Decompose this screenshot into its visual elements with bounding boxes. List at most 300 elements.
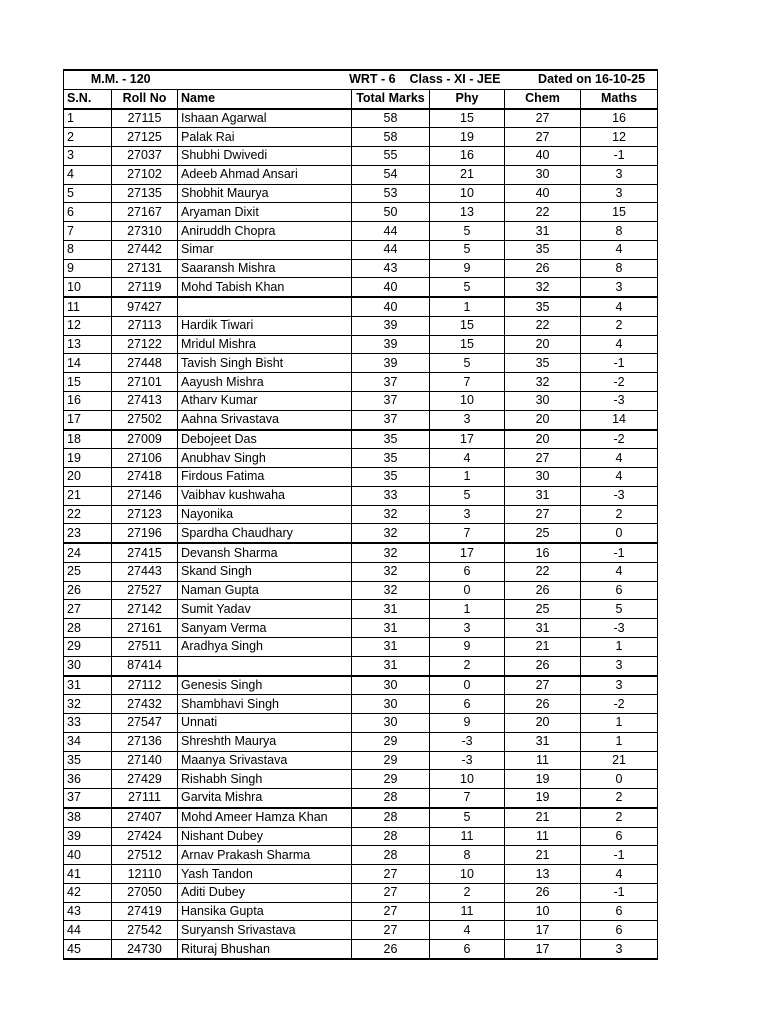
name-cell: Firdous Fatima <box>178 468 352 487</box>
name-cell: Aayush Mishra <box>178 373 352 392</box>
roll-no-cell: 27424 <box>112 827 178 846</box>
total-marks-cell: 32 <box>352 562 430 581</box>
name-cell: Sumit Yadav <box>178 600 352 619</box>
table-row <box>64 524 658 543</box>
name-cell: Shreshth Maurya <box>178 732 352 751</box>
roll-no-cell: 27407 <box>112 808 178 827</box>
name-cell: Hardik Tiwari <box>178 316 352 335</box>
roll-no-cell: 27415 <box>112 543 178 562</box>
table-row <box>64 505 658 524</box>
sn-cell: 25 <box>64 562 112 581</box>
total-marks-cell: 31 <box>352 600 430 619</box>
maths-cell: -1 <box>581 147 658 166</box>
chem-cell: 35 <box>505 297 581 316</box>
phy-cell: 5 <box>430 278 505 297</box>
col-header-chem: Chem <box>505 89 581 108</box>
table-row <box>64 619 658 638</box>
total-marks-cell: 32 <box>352 581 430 600</box>
total-marks-cell: 39 <box>352 316 430 335</box>
chem-cell: 19 <box>505 770 581 789</box>
phy-cell: 21 <box>430 165 505 184</box>
total-marks-cell: 29 <box>352 751 430 770</box>
roll-no-cell: 27547 <box>112 714 178 733</box>
table-row <box>64 316 658 335</box>
total-marks-cell: 37 <box>352 392 430 411</box>
roll-no-cell: 27136 <box>112 732 178 751</box>
chem-cell: 40 <box>505 147 581 166</box>
name-cell: Skand Singh <box>178 562 352 581</box>
total-marks-cell: 29 <box>352 732 430 751</box>
sn-cell: 16 <box>64 392 112 411</box>
phy-cell: 7 <box>430 373 505 392</box>
chem-cell: 10 <box>505 902 581 921</box>
total-marks-cell: 55 <box>352 147 430 166</box>
chem-cell: 20 <box>505 335 581 354</box>
table-row <box>64 940 658 959</box>
name-cell: Sanyam Verma <box>178 619 352 638</box>
table-row <box>64 808 658 827</box>
chem-cell: 22 <box>505 203 581 222</box>
phy-cell: 5 <box>430 222 505 241</box>
table-row <box>64 240 658 259</box>
roll-no-cell: 27502 <box>112 410 178 429</box>
maths-cell: 4 <box>581 449 658 468</box>
total-marks-cell: 33 <box>352 486 430 505</box>
maths-cell: 3 <box>581 940 658 959</box>
roll-no-cell: 27112 <box>112 676 178 695</box>
maths-cell: 3 <box>581 165 658 184</box>
roll-no-cell: 27037 <box>112 147 178 166</box>
table-row <box>64 732 658 751</box>
marks-table-body <box>64 70 658 959</box>
sn-cell: 37 <box>64 789 112 808</box>
phy-cell: 5 <box>430 808 505 827</box>
total-marks-cell: 26 <box>352 940 430 959</box>
maths-cell: 3 <box>581 278 658 297</box>
name-cell: Vaibhav kushwaha <box>178 486 352 505</box>
name-cell: Suryansh Srivastava <box>178 921 352 940</box>
maths-cell: 2 <box>581 789 658 808</box>
table-row <box>64 184 658 203</box>
name-cell: Mohd Ameer Hamza Khan <box>178 808 352 827</box>
table-row <box>64 468 658 487</box>
column-header-row <box>64 89 658 108</box>
total-marks-cell: 58 <box>352 128 430 147</box>
total-marks-cell: 28 <box>352 846 430 865</box>
name-cell: Adeeb Ahmad Ansari <box>178 165 352 184</box>
maths-cell: 2 <box>581 505 658 524</box>
chem-cell: 30 <box>505 165 581 184</box>
name-cell: Saaransh Mishra <box>178 259 352 278</box>
phy-cell: 3 <box>430 410 505 429</box>
chem-cell: 17 <box>505 940 581 959</box>
name-cell: Spardha Chaudhary <box>178 524 352 543</box>
sn-cell: 41 <box>64 865 112 884</box>
maths-cell: 0 <box>581 524 658 543</box>
roll-no-cell: 27511 <box>112 637 178 656</box>
maths-cell: 5 <box>581 600 658 619</box>
table-row <box>64 714 658 733</box>
name-cell: Arnav Prakash Sharma <box>178 846 352 865</box>
chem-cell: 30 <box>505 468 581 487</box>
chem-cell: 35 <box>505 240 581 259</box>
chem-cell: 27 <box>505 128 581 147</box>
name-cell: Shambhavi Singh <box>178 695 352 714</box>
phy-cell: 11 <box>430 902 505 921</box>
maths-cell: 14 <box>581 410 658 429</box>
sn-cell: 42 <box>64 883 112 902</box>
maths-cell: -1 <box>581 846 658 865</box>
name-cell: Naman Gupta <box>178 581 352 600</box>
phy-cell: 1 <box>430 468 505 487</box>
name-cell: Atharv Kumar <box>178 392 352 411</box>
sn-cell: 12 <box>64 316 112 335</box>
chem-cell: 20 <box>505 430 581 449</box>
sn-cell: 10 <box>64 278 112 297</box>
sn-cell: 4 <box>64 165 112 184</box>
name-cell: Palak Rai <box>178 128 352 147</box>
table-row <box>64 259 658 278</box>
roll-no-cell: 27142 <box>112 600 178 619</box>
phy-cell: 17 <box>430 543 505 562</box>
total-marks-cell: 27 <box>352 921 430 940</box>
table-row <box>64 543 658 562</box>
total-marks-cell: 30 <box>352 695 430 714</box>
phy-cell: 3 <box>430 619 505 638</box>
roll-no-cell: 27111 <box>112 789 178 808</box>
name-cell: Tavish Singh Bisht <box>178 354 352 373</box>
maths-cell: 3 <box>581 676 658 695</box>
chem-cell: 16 <box>505 543 581 562</box>
phy-cell: 15 <box>430 316 505 335</box>
chem-cell: 31 <box>505 732 581 751</box>
chem-cell: 32 <box>505 278 581 297</box>
name-cell: Ishaan Agarwal <box>178 109 352 128</box>
phy-cell: 10 <box>430 392 505 411</box>
roll-no-cell: 27135 <box>112 184 178 203</box>
sn-cell: 31 <box>64 676 112 695</box>
total-marks-cell: 27 <box>352 865 430 884</box>
table-row <box>64 770 658 789</box>
chem-cell: 30 <box>505 392 581 411</box>
phy-cell: 19 <box>430 128 505 147</box>
table-row <box>64 203 658 222</box>
total-marks-cell: 54 <box>352 165 430 184</box>
table-row <box>64 449 658 468</box>
phy-cell: 1 <box>430 297 505 316</box>
total-marks-cell: 39 <box>352 354 430 373</box>
phy-cell: 9 <box>430 714 505 733</box>
roll-no-cell: 12110 <box>112 865 178 884</box>
roll-no-cell: 27146 <box>112 486 178 505</box>
chem-cell: 19 <box>505 789 581 808</box>
chem-cell: 20 <box>505 410 581 429</box>
sn-cell: 40 <box>64 846 112 865</box>
table-row <box>64 846 658 865</box>
col-header-name: Name <box>178 89 352 108</box>
table-row <box>64 222 658 241</box>
total-marks-cell: 40 <box>352 297 430 316</box>
roll-no-cell: 27050 <box>112 883 178 902</box>
chem-cell: 32 <box>505 373 581 392</box>
maths-cell: -2 <box>581 695 658 714</box>
roll-no-cell: 27413 <box>112 392 178 411</box>
sn-cell: 21 <box>64 486 112 505</box>
total-marks-cell: 44 <box>352 222 430 241</box>
maths-cell: 0 <box>581 770 658 789</box>
table-row <box>64 751 658 770</box>
name-cell: Anubhav Singh <box>178 449 352 468</box>
phy-cell: 10 <box>430 865 505 884</box>
maths-cell: -3 <box>581 486 658 505</box>
phy-cell: 6 <box>430 940 505 959</box>
sn-cell: 34 <box>64 732 112 751</box>
chem-cell: 26 <box>505 695 581 714</box>
chem-cell: 27 <box>505 109 581 128</box>
phy-cell: 10 <box>430 184 505 203</box>
roll-no-cell: 27442 <box>112 240 178 259</box>
table-row <box>64 373 658 392</box>
name-cell <box>178 297 352 316</box>
col-header-phy: Phy <box>430 89 505 108</box>
sn-cell: 32 <box>64 695 112 714</box>
roll-no-cell: 27101 <box>112 373 178 392</box>
table-row <box>64 921 658 940</box>
phy-cell: 2 <box>430 656 505 675</box>
phy-cell: 4 <box>430 449 505 468</box>
maths-cell: 1 <box>581 637 658 656</box>
total-marks-cell: 30 <box>352 714 430 733</box>
name-cell: Shobhit Maurya <box>178 184 352 203</box>
sn-cell: 19 <box>64 449 112 468</box>
sn-cell: 36 <box>64 770 112 789</box>
table-row <box>64 656 658 675</box>
table-row <box>64 410 658 429</box>
chem-cell: 20 <box>505 714 581 733</box>
phy-cell: 17 <box>430 430 505 449</box>
chem-cell: 31 <box>505 222 581 241</box>
table-row <box>64 695 658 714</box>
maths-cell: 4 <box>581 240 658 259</box>
roll-no-cell: 27125 <box>112 128 178 147</box>
sn-cell: 22 <box>64 505 112 524</box>
maths-cell: 4 <box>581 297 658 316</box>
phy-cell: 5 <box>430 240 505 259</box>
maths-cell: 6 <box>581 827 658 846</box>
name-cell: Devansh Sharma <box>178 543 352 562</box>
roll-no-cell: 27527 <box>112 581 178 600</box>
name-cell: Hansika Gupta <box>178 902 352 921</box>
maths-cell: 16 <box>581 109 658 128</box>
phy-cell: 0 <box>430 581 505 600</box>
maths-cell: 3 <box>581 184 658 203</box>
sn-cell: 44 <box>64 921 112 940</box>
phy-cell: 5 <box>430 354 505 373</box>
col-header-maths: Maths <box>581 89 658 108</box>
table-row <box>64 883 658 902</box>
maths-cell: 2 <box>581 808 658 827</box>
sn-cell: 11 <box>64 297 112 316</box>
phy-cell: 9 <box>430 637 505 656</box>
maths-cell: 6 <box>581 581 658 600</box>
maths-cell: 8 <box>581 222 658 241</box>
name-cell: Aditi Dubey <box>178 883 352 902</box>
table-row <box>64 278 658 297</box>
chem-cell: 21 <box>505 808 581 827</box>
roll-no-cell: 27429 <box>112 770 178 789</box>
chem-cell: 27 <box>505 676 581 695</box>
name-cell <box>178 656 352 675</box>
roll-no-cell: 27009 <box>112 430 178 449</box>
table-row <box>64 297 658 316</box>
roll-no-cell: 27432 <box>112 695 178 714</box>
total-marks-cell: 53 <box>352 184 430 203</box>
maths-cell: 6 <box>581 902 658 921</box>
roll-no-cell: 27131 <box>112 259 178 278</box>
col-header-total-marks: Total Marks <box>352 89 430 108</box>
total-marks-cell: 58 <box>352 109 430 128</box>
table-row <box>64 109 658 128</box>
chem-cell: 26 <box>505 656 581 675</box>
maths-cell: -2 <box>581 373 658 392</box>
roll-no-cell: 87414 <box>112 656 178 675</box>
total-marks-cell: 32 <box>352 524 430 543</box>
chem-cell: 22 <box>505 316 581 335</box>
class-name: Class - XI - JEE <box>409 72 501 87</box>
phy-cell: -3 <box>430 751 505 770</box>
table-row <box>64 562 658 581</box>
maths-cell: 4 <box>581 865 658 884</box>
chem-cell: 31 <box>505 486 581 505</box>
sn-cell: 14 <box>64 354 112 373</box>
table-row <box>64 335 658 354</box>
sn-cell: 45 <box>64 940 112 959</box>
maths-cell: -2 <box>581 430 658 449</box>
roll-no-cell: 24730 <box>112 940 178 959</box>
sn-cell: 30 <box>64 656 112 675</box>
name-cell: Aahna Srivastava <box>178 410 352 429</box>
sn-cell: 38 <box>64 808 112 827</box>
maths-cell: 8 <box>581 259 658 278</box>
total-marks-cell: 43 <box>352 259 430 278</box>
name-cell: Debojeet Das <box>178 430 352 449</box>
total-marks-cell: 31 <box>352 637 430 656</box>
roll-no-cell: 27123 <box>112 505 178 524</box>
maths-cell: -3 <box>581 392 658 411</box>
sn-cell: 17 <box>64 410 112 429</box>
phy-cell: 2 <box>430 883 505 902</box>
maths-cell: 1 <box>581 732 658 751</box>
roll-no-cell: 97427 <box>112 297 178 316</box>
phy-cell: 1 <box>430 600 505 619</box>
name-cell: Yash Tandon <box>178 865 352 884</box>
roll-no-cell: 27443 <box>112 562 178 581</box>
chem-cell: 25 <box>505 524 581 543</box>
roll-no-cell: 27419 <box>112 902 178 921</box>
name-cell: Genesis Singh <box>178 676 352 695</box>
table-row <box>64 865 658 884</box>
phy-cell: 7 <box>430 789 505 808</box>
roll-no-cell: 27140 <box>112 751 178 770</box>
chem-cell: 21 <box>505 637 581 656</box>
sn-cell: 13 <box>64 335 112 354</box>
phy-cell: 5 <box>430 486 505 505</box>
col-header-sn: S.N. <box>64 89 112 108</box>
marks-table <box>63 69 658 960</box>
roll-no-cell: 27448 <box>112 354 178 373</box>
total-marks-cell: 27 <box>352 883 430 902</box>
sn-cell: 28 <box>64 619 112 638</box>
sn-cell: 35 <box>64 751 112 770</box>
roll-no-cell: 27512 <box>112 846 178 865</box>
phy-cell: 4 <box>430 921 505 940</box>
table-row <box>64 676 658 695</box>
total-marks-cell: 28 <box>352 789 430 808</box>
maths-cell: 6 <box>581 921 658 940</box>
maths-cell: 4 <box>581 562 658 581</box>
phy-cell: 9 <box>430 259 505 278</box>
maths-cell: 21 <box>581 751 658 770</box>
sn-cell: 6 <box>64 203 112 222</box>
test-name: WRT - 6 <box>349 72 396 87</box>
name-cell: Aniruddh Chopra <box>178 222 352 241</box>
roll-no-cell: 27113 <box>112 316 178 335</box>
phy-cell: 16 <box>430 147 505 166</box>
table-row <box>64 637 658 656</box>
roll-no-cell: 27115 <box>112 109 178 128</box>
name-cell: Mridul Mishra <box>178 335 352 354</box>
chem-cell: 27 <box>505 449 581 468</box>
name-cell: Shubhi Dwivedi <box>178 147 352 166</box>
chem-cell: 26 <box>505 883 581 902</box>
chem-cell: 40 <box>505 184 581 203</box>
sn-cell: 18 <box>64 430 112 449</box>
maths-cell: -3 <box>581 619 658 638</box>
chem-cell: 31 <box>505 619 581 638</box>
name-cell: Aryaman Dixit <box>178 203 352 222</box>
roll-no-cell: 27119 <box>112 278 178 297</box>
max-marks: M.M. - 120 <box>64 70 178 89</box>
roll-no-cell: 27542 <box>112 921 178 940</box>
roll-no-cell: 27122 <box>112 335 178 354</box>
chem-cell: 25 <box>505 600 581 619</box>
chem-cell: 11 <box>505 751 581 770</box>
maths-cell: 2 <box>581 316 658 335</box>
maths-cell: -1 <box>581 883 658 902</box>
test-title <box>178 70 505 89</box>
name-cell: Rituraj Bhushan <box>178 940 352 959</box>
name-cell: Nayonika <box>178 505 352 524</box>
table-row <box>64 486 658 505</box>
roll-no-cell: 27161 <box>112 619 178 638</box>
total-marks-cell: 35 <box>352 468 430 487</box>
table-row <box>64 600 658 619</box>
chem-cell: 13 <box>505 865 581 884</box>
phy-cell: 15 <box>430 335 505 354</box>
total-marks-cell: 50 <box>352 203 430 222</box>
name-cell: Simar <box>178 240 352 259</box>
table-row <box>64 789 658 808</box>
col-header-roll-no: Roll No <box>112 89 178 108</box>
maths-cell: -1 <box>581 543 658 562</box>
table-row <box>64 392 658 411</box>
roll-no-cell: 27196 <box>112 524 178 543</box>
table-row <box>64 902 658 921</box>
total-marks-cell: 39 <box>352 335 430 354</box>
chem-cell: 27 <box>505 505 581 524</box>
phy-cell: 13 <box>430 203 505 222</box>
name-cell: Maanya Srivastava <box>178 751 352 770</box>
